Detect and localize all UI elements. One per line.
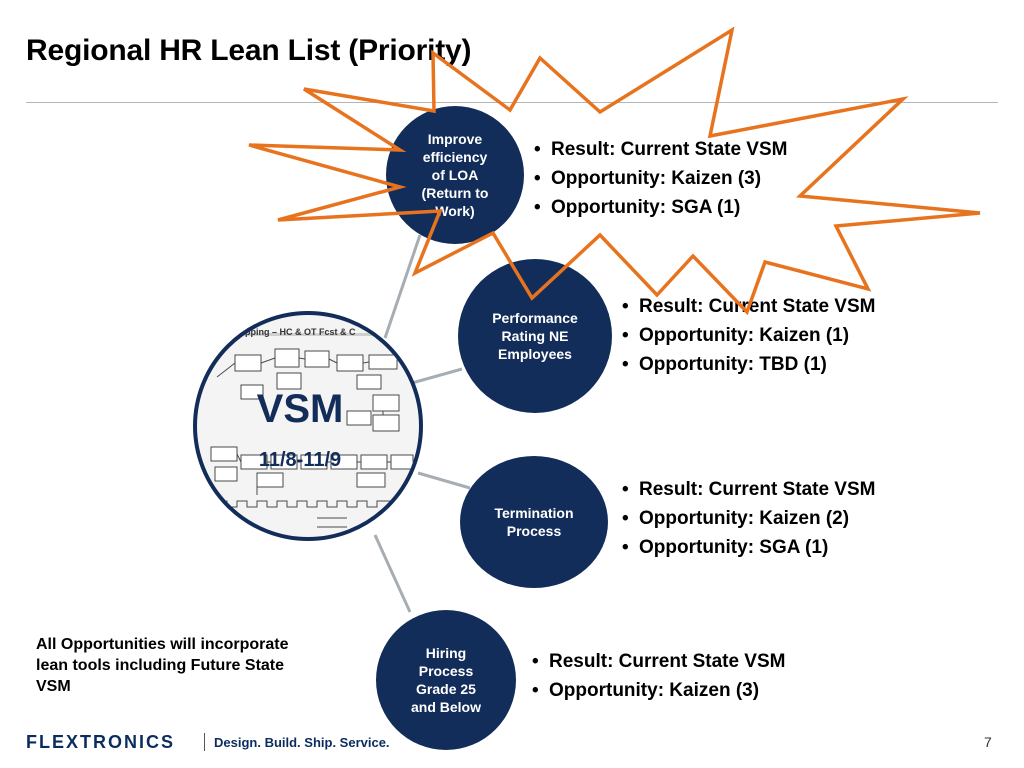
- node-label-line: Termination: [494, 505, 574, 521]
- slide-title: Regional HR Lean List (Priority): [26, 34, 472, 67]
- node-label-line: Grade 25: [416, 681, 476, 697]
- bullet-item: • Opportunity: SGA (1): [622, 533, 875, 562]
- node-label-line: Rating NE: [501, 328, 569, 344]
- page-number: 7: [984, 734, 992, 750]
- bullet-item: • Result: Current State VSM: [622, 292, 875, 321]
- vsm-label: VSM: [256, 387, 344, 431]
- bullet-item: • Result: Current State VSM: [532, 647, 785, 676]
- bullet-item: • Result: Current State VSM: [622, 475, 875, 504]
- bullet-item: • Opportunity: Kaizen (1): [622, 321, 875, 350]
- node-label-line: (Return to: [421, 185, 489, 201]
- bullet-item: • Result: Current State VSM: [534, 135, 787, 164]
- bullet-item: • Opportunity: Kaizen (3): [532, 676, 785, 705]
- node-label-line: Performance: [492, 310, 578, 326]
- footer-tagline: Design. Build. Ship. Service.: [214, 735, 390, 750]
- vsm-caption: pping – HC & OT Fcst & C: [245, 327, 356, 337]
- vsm-dates: 11/8-11/9: [258, 449, 342, 471]
- node-label-line: Work): [435, 203, 475, 219]
- footer-divider: [204, 733, 205, 751]
- node-label-line: and Below: [410, 699, 481, 715]
- bullet-item: • Opportunity: TBD (1): [622, 350, 875, 379]
- node-label-line: of LOA: [431, 167, 479, 183]
- node-label-line: Process: [506, 523, 562, 539]
- node-label-line: Employees: [498, 346, 572, 362]
- node-label-line: Hiring: [425, 645, 467, 661]
- bullet-item: • Opportunity: Kaizen (2): [622, 504, 875, 533]
- node-label-line: Improve: [427, 131, 483, 147]
- node-label-line: Process: [418, 663, 474, 679]
- node-label-line: efficiency: [422, 149, 488, 165]
- flextronics-logo: FLEXTRONICS: [26, 732, 176, 752]
- note-text: All Opportunities will incorporate lean tools including Future State VSM: [36, 636, 289, 695]
- bullet-item: • Opportunity: SGA (1): [534, 193, 787, 222]
- bullet-item: • Opportunity: Kaizen (3): [534, 164, 787, 193]
